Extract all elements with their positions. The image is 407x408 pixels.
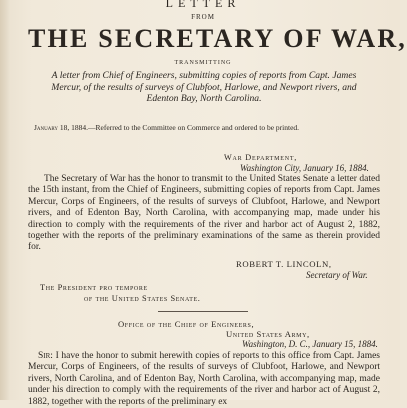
war-department-heading: War Department, (224, 153, 298, 162)
war-department-body: The Secretary of War has the honor to transmit to the United States Senate a letter dated the 15th instant, from the Chief of Engineers, submitting copies of reports from Capt. James Mercur, Corps of Engineers, of the results of surveys of Clubfoot, Harlowe, and Newport rivers, and of Edenton Bay, North Carolina, with accompanying map, made under his direction to comply with the requirements of the river and harbor act of August 2, 1882, together with the reports of the preliminary examinations of the same as therein provided for. (28, 174, 380, 253)
engineers-body (28, 351, 380, 408)
header-from: FROM (191, 13, 215, 21)
addressee-line-1: The President pro tempore (40, 283, 148, 292)
engineers-body-text: I have the honor to submit herewith copies of reports to this office from Capt. James Mercur, Corps of Engineers, of the results of surveys of Clubfoot, Harlowe, and Newport rivers, North Carolina, and of Edenton Bay, North Carolina, with accompanying map, made under his direction to comply with the requirements of the river and harbor act of August 2, 1882, together with the reports of the preliminary ex (28, 351, 380, 407)
engineers-place-date: Washington, D. C., January 15, 1884. (242, 339, 378, 349)
referral-date: January 18, 1884. (34, 123, 89, 132)
header-transmitting: TRANSMITTING (174, 60, 232, 66)
referral-line (34, 124, 299, 132)
header-letter: LETTER (165, 0, 241, 10)
page-edge-shadow (0, 0, 10, 400)
section-divider (158, 311, 248, 312)
salutation: Sir: (38, 351, 53, 361)
document-title: THE SECRETARY OF WAR, (28, 24, 407, 53)
signer-title: Secretary of War. (306, 270, 368, 280)
addressee-line-2: of the United States Senate. (84, 294, 201, 303)
war-department-place-date: Washington City, January 16, 1884. (240, 163, 369, 173)
document-description: A letter from Chief of Engineers, submitting copies of reports from Capt. James Mercur, of the results of surveys of Clubfoot, Harlowe, and Newport rivers, and Edenton Bay, North Carolina. (51, 70, 357, 104)
engineers-army-heading: United States Army, (226, 329, 310, 339)
referral-text: —Referred to the Committee on Commerce and ordered to be printed. (88, 123, 300, 132)
signer-name: ROBERT T. LINCOLN, (236, 259, 332, 269)
engineers-office-heading: Office of the Chief of Engineers, (118, 319, 255, 329)
